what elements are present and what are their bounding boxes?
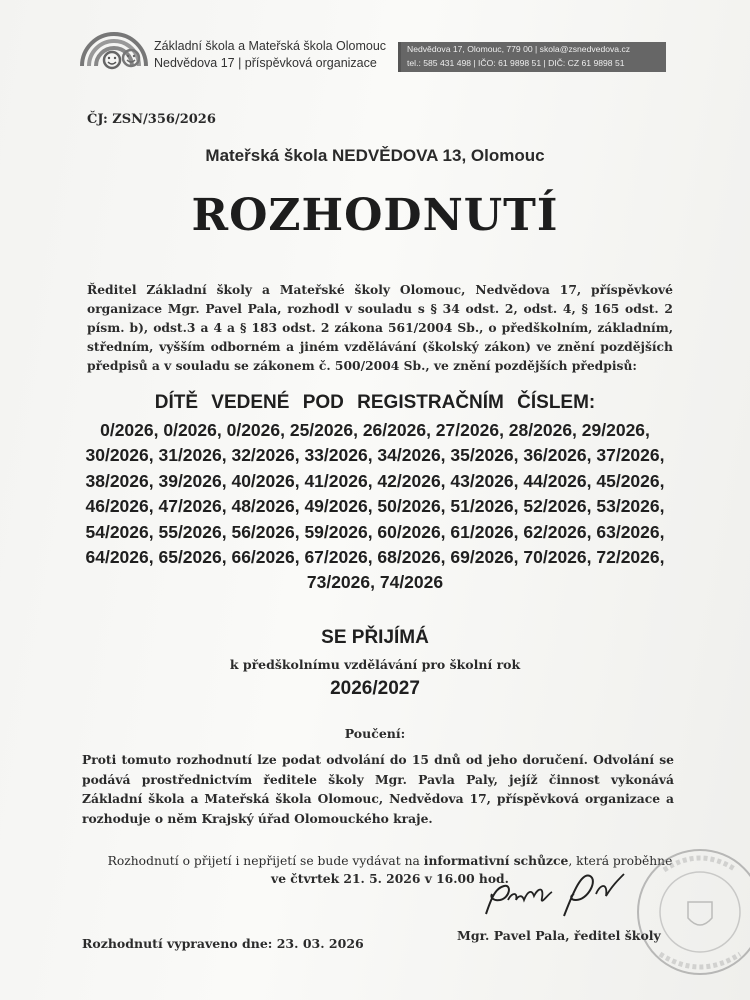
round-school-stamp-icon — [630, 842, 750, 982]
registration-numbers: 0/2026, 0/2026, 0/2026, 25/2026, 26/2026, 27/2026, 28/2026, 29/2026, 30/2026, 31/2026, 32/2026, 33/2026, 34/2026, 35/2026, 36/2026, 37/2026, 38/2026, 39/2026, 40/2026, 41/2026, 42/2026, 43/2026, 44/2026, 45/2026, 46/2026, 47/2026, 48/2026, 49/2026, 50/2026, 51/2026, 52/2026, 53/2026, 54/2026, 55/2026, 56/2026, 59/2026, 60/2026, 61/2026, 62/2026, 63/2026, 64/2026, 65/2026, 66/2026, 67/2026, 68/2026, 69/2026, 70/2026, 72/2026, 73/2026, 74/2026 — [85, 420, 665, 593]
instruction-label: Poučení: — [344, 726, 406, 741]
handwritten-signature-icon — [478, 866, 638, 926]
smiling-faces-rainbow-logo-icon — [78, 26, 153, 72]
document-title: ROZHODNUTÍ — [191, 190, 559, 241]
contact-line1: Nedvědova 17, Olomouc, 779 00 | skola@zsnedvedova.cz — [407, 44, 631, 54]
meeting-suffix: , která proběhne — [568, 854, 673, 868]
intro-paragraph: Ředitel Základní školy a Mateřské školy Olomouc, Nedvědova 17, příspěvkové organizace Mgr. Pavel Pala, rozhodl v souladu s § 34 odst. 2, odst. 4, § 165 odst. 2 písm. b), odst.3 a 4 a § 183 odst. 2 zákona 561/2004 Sb., o předškolním, základním, středním, vyšším odborném a jiném vzdělávání (školský zákon) ve znění pozdějších předpisů a v souladu se zákonem č. 500/2004 Sb., ve znění pozdějších předpisů: — [87, 282, 673, 373]
meeting-prefix: Rozhodnutí o přijetí i nepřijetí se bude vydávat na — [107, 854, 424, 868]
purpose-text: k předškolnímu vzdělávání pro školní rok — [229, 657, 521, 672]
signer-name: Mgr. Pavel Pala, ředitel školy — [457, 928, 661, 943]
school-name: Mateřská škola NEDVĚDOVA 13, Olomouc — [205, 146, 545, 165]
letterhead — [78, 22, 670, 82]
meeting-bold: informativní schůzce — [423, 853, 569, 868]
dispatch-date: Rozhodnutí vypraveno dne: 23. 03. 2026 — [82, 936, 364, 951]
organization-name-line2: Nedvědova 17 | příspěvková organizace — [154, 56, 377, 70]
meeting-date: ve čtvrtek 21. 5. 2026 v 16.00 hod. — [271, 871, 509, 886]
organization-name-line1: Základní škola a Mateřská škola Olomouc — [154, 39, 387, 53]
reference-number: ČJ: ZSN/356/2026 — [87, 112, 216, 127]
organization-name — [154, 38, 386, 72]
school-year: 2026/2027 — [330, 678, 420, 699]
child-heading: DÍTĚ VEDENÉ POD REGISTRAČNÍM ČÍSLEM: — [154, 392, 596, 413]
contact-line2: tel.: 585 431 498 | IČO: 61 9898 51 | DIČ: CZ 61 9898 51 — [407, 58, 625, 68]
instruction-paragraph: Proti tomuto rozhodnutí lze podat odvolání do 15 dnů od jeho doručení. Odvolání se podává prostřednictvím ředitele školy Mgr. Pavla Paly, jejíž činnost vykonává Základní škola a Mateřská škola Olomouc, Nedvědova 17, příspěvková organizace a rozhoduje o něm Krajský úřad Olomouckého kraje. — [82, 752, 674, 826]
accepted-heading: SE PŘIJÍMÁ — [321, 627, 429, 648]
contact-box — [398, 42, 666, 72]
